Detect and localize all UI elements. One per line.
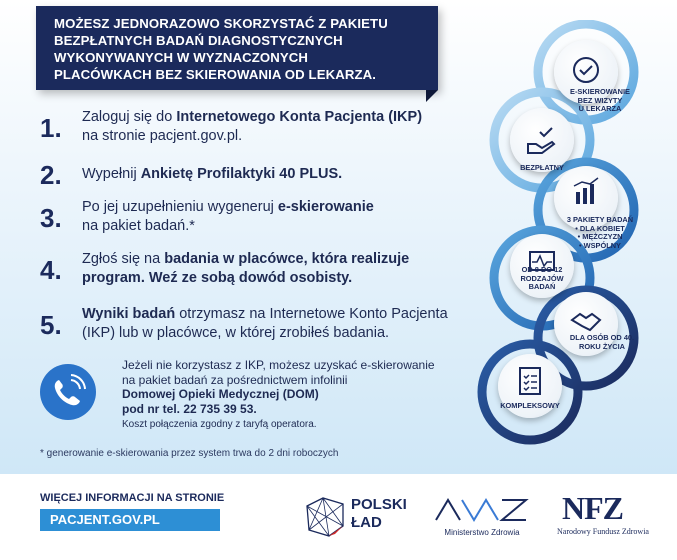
step-text xyxy=(76,165,342,184)
header-line-1: MOŻESZ JEDNORAZOWO SKORZYSTAĆ Z PAKIETU xyxy=(54,16,388,31)
phone-line: Jeżeli nie korzystasz z IKP, możesz uzyskać e-skierowanie xyxy=(122,358,435,372)
step-text-bold: program. Weź ze sobą dowód osobisty. xyxy=(82,270,353,286)
chain-label-2: BEZPŁATNY xyxy=(520,163,564,172)
nfz-mark: NFZ xyxy=(562,490,623,526)
step-text-plain: (IKP) lub w placówce, w której zrobiłeś badania. xyxy=(82,325,390,341)
header-line-2: BEZPŁATNYCH BADAŃ DIAGNOSTYCZNYCH xyxy=(54,33,343,48)
chain-label-4 xyxy=(502,266,582,292)
chain-label-line: BADAŃ xyxy=(528,282,556,292)
polski-lad-logo xyxy=(303,494,413,544)
step-text xyxy=(76,108,422,146)
header-banner xyxy=(36,6,438,90)
step-4 xyxy=(40,250,460,288)
step-text-plain: Po jej uzupełnieniu wygeneruj xyxy=(82,199,278,215)
step-3 xyxy=(40,198,460,236)
chain-label-line: • DLA KOBIET xyxy=(575,223,625,233)
step-1 xyxy=(40,108,460,146)
step-text-plain: Zaloguj się do xyxy=(82,109,177,125)
step-text-bold: Internetowego Konta Pacjenta (IKP) xyxy=(176,109,423,125)
step-text xyxy=(76,198,374,236)
chain-label-line: RODZAJÓW xyxy=(520,273,564,283)
mz-mark-icon xyxy=(432,494,532,526)
step-text-bold: Wyniki badań xyxy=(82,306,176,322)
step-text-bold: Ankietę Profilaktyki 40 PLUS. xyxy=(140,166,343,182)
step-text-bold: badania w placówce, która realizuje xyxy=(164,251,410,267)
chain-label-line: OD 8 DO 12 xyxy=(521,265,563,274)
chain-label-5 xyxy=(562,320,642,351)
chain-label-line: 3 PAKIETY BADAŃ xyxy=(566,215,634,224)
step-text-plain: Zgłoś się na xyxy=(82,251,165,267)
phone-number: pod nr tel. 22 735 39 53. xyxy=(122,401,257,416)
footer-link[interactable]: PACJENT.GOV.PL xyxy=(40,509,220,531)
polski-lad-text xyxy=(351,496,407,532)
phone-cost-note: Koszt połączenia zgodny z taryfą operatora. xyxy=(122,419,317,430)
nfz-text: Narodowy Fundusz Zdrowia xyxy=(557,527,649,536)
step-5 xyxy=(40,305,460,343)
step-number: 4. xyxy=(40,254,62,285)
ministerstwo-zdrowia-logo xyxy=(432,494,532,544)
nfz-logo xyxy=(548,490,658,542)
step-number: 5. xyxy=(40,309,62,340)
step-2 xyxy=(40,158,460,191)
chain-label-6: KOMPLEKSOWY xyxy=(500,401,560,410)
chain-label-line: BEZ WIZYTY xyxy=(577,95,623,105)
step-number: 2. xyxy=(40,160,62,190)
footnote: * generowanie e-skierowania przez system trwa do 2 dni roboczych xyxy=(40,448,339,459)
step-text xyxy=(76,305,448,343)
footer-info-title: WIĘCEJ INFORMACJI NA STRONIE xyxy=(40,492,225,504)
mz-text: Ministerstwo Zdrowia xyxy=(444,528,520,537)
header-line-4: PLACÓWKACH BEZ SKIEROWANIA OD LEKARZA. xyxy=(54,67,376,82)
chain-label-line: DLA OSÓB OD 40. xyxy=(569,333,635,342)
feature-chain xyxy=(470,20,677,460)
step-text-plain: Wypełnij xyxy=(82,166,141,182)
polski-lad-line: POLSKI xyxy=(351,496,407,513)
step-text-bold: e-skierowanie xyxy=(277,199,374,215)
step-number: 1. xyxy=(40,112,62,143)
phone-icon xyxy=(40,364,96,420)
step-text-plain: otrzymasz na Internetowe Konto Pacjenta xyxy=(175,306,448,322)
polski-lad-mark-icon xyxy=(303,494,347,540)
step-text-plain: na stronie pacjent.gov.pl. xyxy=(82,128,243,144)
step-text xyxy=(76,250,409,288)
step-number: 3. xyxy=(40,202,62,233)
chain-label-line: ROKU ŻYCIA xyxy=(579,341,625,351)
phone-line: na pakiet badań za pośrednictwem infolinii xyxy=(122,372,348,387)
chain-label-1 xyxy=(560,68,640,114)
phone-info-block xyxy=(40,358,470,438)
chain-label-line: • MĘŻCZYZN xyxy=(577,232,623,242)
chain-label-line: U LEKARZA xyxy=(578,104,622,114)
chain-label-line: E-SKIEROWANIE xyxy=(570,87,630,96)
phone-text xyxy=(122,358,435,433)
header-line-3: WYKONYWANYCH W WYZNACZONYCH xyxy=(54,50,308,65)
step-text-plain: na pakiet badań.* xyxy=(82,218,195,234)
polski-lad-line: ŁAD xyxy=(351,514,382,531)
chain-label-line: • WSPÓLNY xyxy=(578,240,621,250)
phone-line-bold: Domowej Opieki Medycznej (DOM) xyxy=(122,387,319,401)
